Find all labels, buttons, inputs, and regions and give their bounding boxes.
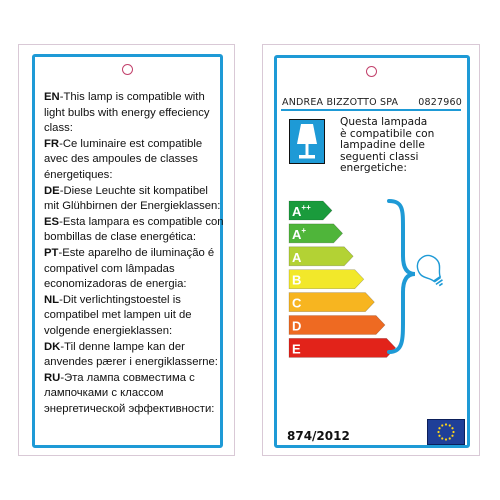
energy-class-label: A+ bbox=[292, 225, 307, 242]
lang-entry-pt: PT-Este aparelho de iluminação é compativel com lâmpadas economizadoras de energia: bbox=[44, 246, 215, 291]
energy-class-label: D bbox=[292, 318, 302, 334]
compat-line: è compatibile con bbox=[340, 127, 435, 140]
product-code: 0827960 bbox=[418, 97, 462, 108]
energy-class-arrow bbox=[289, 270, 364, 289]
lang-entry-ru: RU-Эта лампа совместима с лампочками с классом энергетической эффективности: bbox=[44, 371, 215, 415]
brand-name: ANDREA BIZZOTTO SPA bbox=[282, 97, 399, 108]
energy-class-arrow bbox=[289, 316, 385, 335]
lang-entry-fr: FR-Ce luminaire est compatible avec des ampoules de classes énergetiques: bbox=[44, 137, 203, 181]
light-bulb-icon bbox=[413, 251, 450, 291]
lang-entry-es: ES-Esta lampara es compatible con bombillas de clase energética: bbox=[44, 215, 224, 244]
energy-class-label: C bbox=[292, 295, 302, 311]
lang-entry-dk: DK-Til denne lampe kan der anvendes pærer i energiklasserne: bbox=[44, 340, 218, 369]
energy-class-label: A bbox=[292, 249, 302, 265]
compat-line: lampadine delle bbox=[340, 139, 425, 152]
lang-entry-de: DE-Diese Leuchte sit kompatibel mit Glühbirnen der Energieklassen: bbox=[44, 184, 221, 213]
energy-label-tag bbox=[262, 44, 480, 456]
language-text-block bbox=[44, 90, 224, 417]
energy-class-label: E bbox=[292, 341, 301, 357]
class-range-brace bbox=[389, 201, 415, 352]
lang-entry-nl: NL-Dit verlichtingstoestel is compatibel met lampen uit de volgende energieklassen: bbox=[44, 293, 192, 337]
compat-line: Questa lampada bbox=[340, 116, 428, 128]
energy-class-arrow bbox=[289, 201, 332, 220]
energy-class-label: B bbox=[292, 272, 302, 288]
energy-class-arrow bbox=[289, 338, 396, 357]
energy-class-arrow bbox=[289, 247, 353, 266]
energy-panel bbox=[274, 55, 470, 448]
regulation-number: 874/2012 bbox=[287, 429, 350, 443]
energy-class-label: A++ bbox=[292, 203, 311, 219]
compat-line: energetiche: bbox=[340, 162, 407, 175]
text-panel bbox=[32, 54, 223, 448]
compat-line: seguenti classi bbox=[340, 150, 419, 163]
energy-class-arrow bbox=[289, 293, 374, 312]
energy-class-arrow bbox=[289, 224, 343, 243]
multilingual-tag bbox=[18, 44, 235, 456]
eu-flag-icon bbox=[427, 419, 465, 445]
lang-entry-en: EN-This lamp is compatible with light bulbs with energy effeciency class: bbox=[44, 91, 210, 135]
